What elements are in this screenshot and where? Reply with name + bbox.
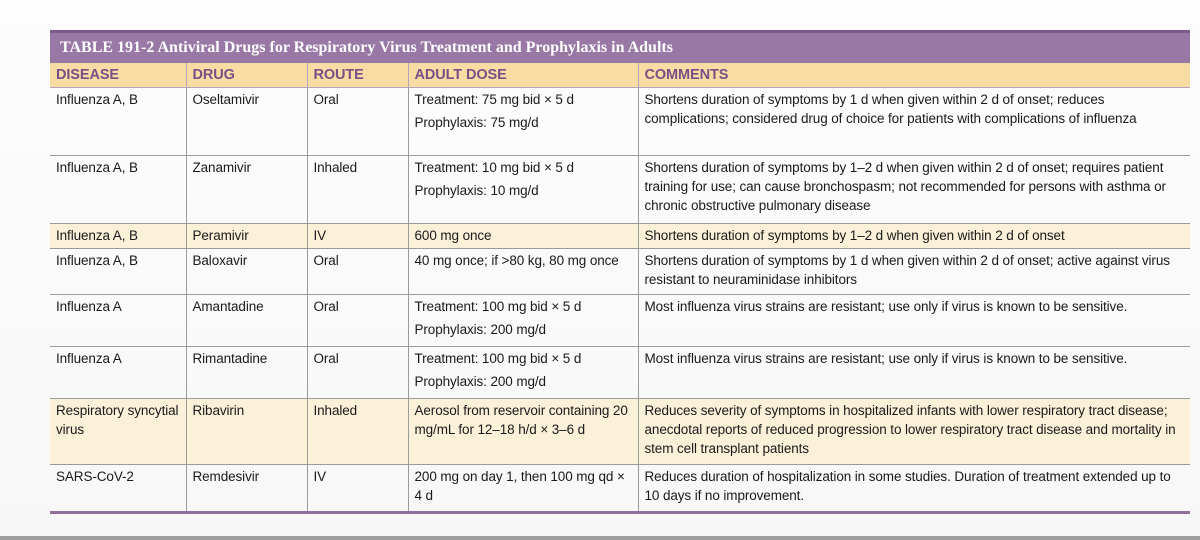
dose-treatment: Treatment: 100 mg bid × 5 d — [414, 351, 582, 366]
cell-drug: Zanamivir — [186, 156, 307, 224]
table-row — [50, 88, 1190, 156]
dose-treatment: Treatment: 75 mg bid × 5 d — [414, 92, 574, 107]
dose-single: 40 mg once; if >80 kg, 80 mg once — [414, 253, 619, 268]
cell-disease: Influenza A, B — [50, 249, 186, 295]
cell-dose — [408, 347, 638, 399]
page-edge-divider — [0, 536, 1200, 540]
cell-comments: Shortens duration of symptoms by 1–2 d when given within 2 d of onset; requires patient training for use; can cause bronchospasm; not recommended for persons with asthma or chronic obstructive pulmonary disease — [638, 156, 1190, 224]
cell-disease: Influenza A, B — [50, 156, 186, 224]
cell-dose — [408, 224, 638, 249]
cell-drug: Oseltamivir — [186, 88, 307, 156]
cell-drug: Remdesivir — [186, 465, 307, 511]
cell-route: IV — [307, 465, 408, 511]
cell-route: Inhaled — [307, 399, 408, 465]
cell-dose — [408, 295, 638, 347]
cell-dose — [408, 465, 638, 511]
cell-comments: Most influenza virus strains are resistant; use only if virus is known to be sensitive. — [638, 295, 1190, 347]
header-disease: DISEASE — [50, 63, 186, 88]
cell-drug: Peramivir — [186, 224, 307, 249]
cell-disease: Influenza A, B — [50, 224, 186, 249]
table-row — [50, 347, 1190, 399]
header-adult-dose: ADULT DOSE — [408, 63, 638, 88]
cell-dose — [408, 156, 638, 224]
dose-single: 200 mg on day 1, then 100 mg qd × 4 d — [414, 469, 625, 503]
dose-prophylaxis: Prophylaxis: 200 mg/d — [414, 322, 546, 337]
cell-route: Oral — [307, 88, 408, 156]
dose-single: Aerosol from reservoir containing 20 mg/mL for 12–18 h/d × 3–6 d — [414, 403, 628, 437]
dose-prophylaxis: Prophylaxis: 200 mg/d — [414, 374, 546, 389]
table-row — [50, 249, 1190, 295]
cell-route: Inhaled — [307, 156, 408, 224]
header-row — [50, 63, 1190, 88]
cell-disease: Influenza A — [50, 347, 186, 399]
cell-route: IV — [307, 224, 408, 249]
cell-comments: Reduces duration of hospitalization in some studies. Duration of treatment extended up to 10 days if no improvement. — [644, 469, 1171, 503]
table-row — [50, 295, 1190, 347]
header-drug: DRUG — [186, 63, 307, 88]
cell-drug: Ribavirin — [186, 399, 307, 465]
table-row — [50, 224, 1190, 249]
cell-comments: Shortens duration of symptoms by 1 d when given within 2 d of onset; reduces complications; considered drug of choice for patients with complications of influenza — [638, 88, 1190, 156]
dose-treatment: Treatment: 100 mg bid × 5 d — [414, 299, 582, 314]
cell-disease: Respiratory syncytial virus — [50, 399, 186, 465]
cell-comments: Most influenza virus strains are resistant; use only if virus is known to be sensitive. — [638, 347, 1190, 399]
cell-dose — [408, 249, 638, 295]
dose-prophylaxis: Prophylaxis: 10 mg/d — [414, 183, 539, 198]
dose-treatment: Treatment: 10 mg bid × 5 d — [414, 160, 574, 175]
dose-single: 600 mg once — [414, 228, 492, 243]
cell-dose — [408, 88, 638, 156]
cell-drug: Rimantadine — [186, 347, 307, 399]
cell-comments: Shortens duration of symptoms by 1–2 d when given within 2 d of onset — [638, 224, 1190, 249]
cell-drug: Baloxavir — [186, 249, 307, 295]
antiviral-drug-table — [50, 63, 1190, 511]
cell-drug: Amantadine — [186, 295, 307, 347]
table-bottom-rule — [50, 511, 1190, 514]
cell-comments: Shortens duration of symptoms by 1 d when given within 2 d of onset; active against virus resistant to neuraminidase inhibitors — [638, 249, 1190, 295]
header-comments: COMMENTS — [638, 63, 1190, 88]
cell-disease: SARS-CoV-2 — [50, 465, 186, 511]
cell-route: Oral — [307, 295, 408, 347]
cell-disease: Influenza A, B — [50, 88, 186, 156]
cell-route: Oral — [307, 249, 408, 295]
dose-prophylaxis: Prophylaxis: 75 mg/d — [414, 115, 539, 130]
drug-table-container — [50, 30, 1190, 514]
table-row — [50, 156, 1190, 224]
cell-route: Oral — [307, 347, 408, 399]
table-title: TABLE 191-2 Antiviral Drugs for Respiratory Virus Treatment and Prophylaxis in Adults — [50, 30, 1190, 63]
cell-dose — [408, 399, 638, 465]
cell-comments: Reduces severity of symptoms in hospitalized infants with lower respiratory tract disease; anecdotal reports of reduced progression to lower respiratory tract disease and mortality in stem cell transplant patients — [638, 399, 1190, 465]
cell-disease: Influenza A — [50, 295, 186, 347]
header-route: ROUTE — [307, 63, 408, 88]
table-row — [50, 465, 1190, 511]
table-row — [50, 399, 1190, 465]
